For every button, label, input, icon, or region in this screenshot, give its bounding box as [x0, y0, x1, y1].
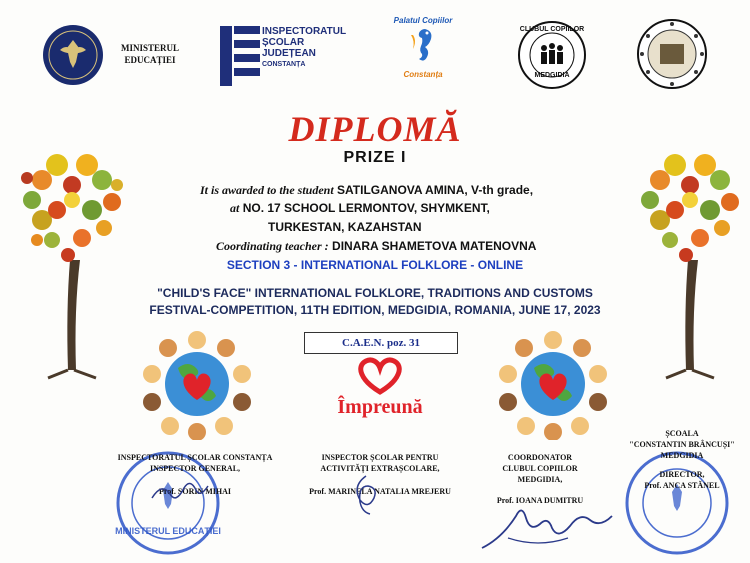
- signature3-line2: CLUBUL COPIILOR: [502, 464, 578, 473]
- signature3-line1: COORDONATOR: [507, 453, 573, 462]
- palatul-city: Constanța: [403, 70, 443, 79]
- school-location: TURKESTAN, KAZAHSTAN: [268, 220, 422, 234]
- signature4-line2: "CONSTANTIN BRÂNCUȘI": [629, 440, 735, 449]
- festival-line1: "CHILD'S FACE" INTERNATIONAL FOLKLORE, TRADITIONS AND CUSTOMS: [157, 286, 593, 300]
- teacher-name: DINARA SHAMETOVA MATENOVNA: [332, 239, 537, 253]
- caen-code-box: C.A.E.N. poz. 31: [304, 332, 458, 354]
- inspectorat-line1: INSPECTORATUL: [262, 26, 347, 37]
- left-globe-children-image: [138, 328, 256, 440]
- student-name: SATILGANOVA AMINA, V-th grade,: [337, 183, 534, 197]
- stamp-text: MINISTERUL EDUCAȚIEI: [115, 526, 221, 536]
- signature3-line3: MEDGIDIA,: [517, 475, 563, 484]
- inspectorat-line2: ȘCOLAR: [262, 37, 305, 48]
- at-prefix: at: [230, 201, 240, 215]
- right-globe-children-image: [494, 328, 612, 440]
- signature2-line1: INSPECTOR ȘCOLAR PENTRU: [321, 453, 439, 462]
- signature4-name: Prof. ANCA STĂNEL: [644, 481, 720, 490]
- ministry-name-line1: MINISTERUL: [120, 43, 179, 53]
- teacher-prefix: Coordinating teacher :: [216, 239, 329, 253]
- signature3-name: Prof. IOANA DUMITRU: [496, 496, 584, 505]
- government-seal-icon: [38, 22, 108, 88]
- clubul-name: CLUBUL COPIILOR: [519, 26, 585, 33]
- signature1-line2: INSPECTOR GENERAL,: [149, 464, 241, 473]
- section-title: SECTION 3 - INTERNATIONAL FOLKLORE - ONLINE: [226, 258, 524, 272]
- festival-line2: FESTIVAL-COMPETITION, 11TH EDITION, MEDGIDIA, ROMANIA, JUNE 17, 2023: [149, 303, 601, 317]
- impreuna-logo-text: Împreună: [337, 396, 423, 418]
- signature1-name: Prof. SORIN MIHAI: [158, 487, 232, 496]
- school-name: NO. 17 SCHOOL LERMONTOV, SHYMKENT,: [242, 201, 490, 215]
- signature2-scribble-icon: [346, 472, 386, 516]
- signature2-line2: ACTIVITĂȚI EXTRAȘCOLARE,: [320, 464, 440, 473]
- signature2-name: Prof. MARINELA NATALIA MREJERU: [309, 487, 451, 496]
- impreuna-heart-icon: [352, 356, 408, 396]
- signature4-line3: MEDGIDIA: [660, 451, 704, 460]
- signature3-scribble-icon: [478, 498, 618, 560]
- inspectorat-logo-icon: [218, 20, 262, 90]
- awarded-prefix: It is awarded to the student: [200, 183, 334, 197]
- clubul-city: MEDGIDIA: [534, 72, 570, 79]
- palatul-name: Palatul Copiilor: [393, 16, 453, 25]
- signature4-line4: DIRECTOR,: [659, 470, 705, 479]
- inspectorat-line4: CONSTANȚA: [262, 61, 306, 68]
- signature1-line1: INSPECTORATUL ȘCOLAR CONSTANȚA: [117, 453, 273, 462]
- signature1-scribble-icon: [150, 480, 210, 504]
- signature4-line1: ȘCOALA: [665, 429, 699, 438]
- inspectorat-line3: JUDEȚEAN: [262, 48, 316, 59]
- ministry-name-line2: EDUCAȚIEI: [124, 55, 176, 65]
- diploma-title: DIPLOMĂ: [288, 109, 462, 149]
- school-crest-icon: [636, 18, 708, 90]
- prize-level: PRIZE I: [343, 149, 407, 166]
- seahorse-logo-icon: [403, 25, 443, 65]
